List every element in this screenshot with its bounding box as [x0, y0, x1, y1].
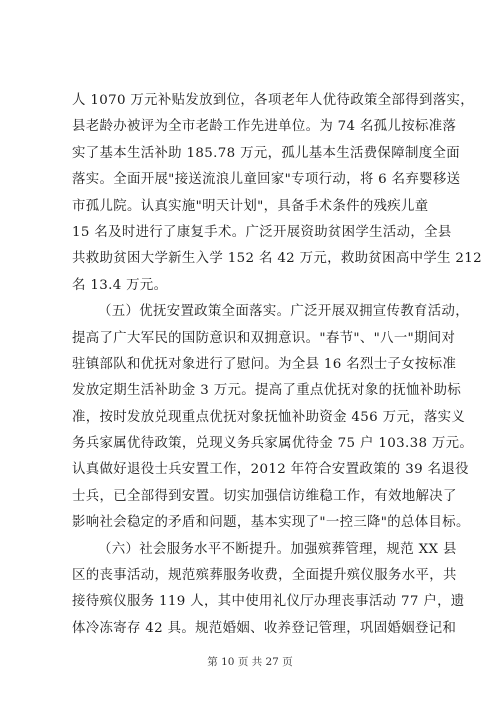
text-line: 区的丧事活动，规范殡葬服务收费，全面提升殡仪服务水平，共 — [72, 568, 457, 584]
text-line: （五）优抚安置政策全面落实。广泛开展双拥宣传教育活动， — [98, 304, 469, 320]
text-line: 实了基本生活补助 185.78 万元，孤儿基本生活费保障制度全面 — [72, 145, 460, 161]
text-line: 体冷冻寄存 42 具。规范婚姻、收养登记管理，巩固婚姻登记和 — [72, 620, 457, 636]
text-line: 影响社会稳定的矛盾和问题，基本实现了"一控三降"的总体目标。 — [72, 515, 470, 531]
text-line: 市孤儿院。认真实施"明天计划"，具备手术条件的残疾儿童 — [72, 198, 429, 214]
text-line: 人 1070 万元补贴发放到位，各项老年人优待政策全部得到落实， — [72, 93, 474, 108]
text-line: （六）社会服务水平不断提升。加强殡葬管理，规范 XX 县 — [98, 541, 457, 557]
text-line: 落实。全面开展"接送流浪儿童回家"专项行动，将 6 名弃婴移送 — [72, 172, 461, 188]
body-text — [72, 88, 483, 642]
text-line: 接待殡仪服务 119 人，其中使用礼仪厅办理丧事活动 77 户，遗 — [72, 594, 465, 610]
text-line: 驻镇部队和优抚对象进行了慰问。为全县 16 名烈士子女按标准 — [72, 356, 457, 372]
text-line: 认真做好退役士兵安置工作，2012 年符合安置政策的 39 名退役 — [72, 462, 469, 478]
page-number-label: 第 10 页 共 27 页 — [207, 656, 293, 668]
page-footer — [0, 654, 500, 669]
text-line: 准，按时发放兑现重点优抚对象抚恤补助资金 456 万元，落实义 — [72, 409, 466, 425]
text-line: 15 名及时进行了康复手术。广泛开展资助贫困学生活动，全县 — [72, 224, 452, 240]
text-line: 名 13.4 万元。 — [72, 277, 168, 293]
text-line: 发放定期生活补助金 3 万元。提高了重点优抚对象的抚恤补助标 — [72, 383, 462, 399]
text-line: 士兵，已全部得到安置。切实加强信访维稳工作，有效地解决了 — [72, 488, 457, 504]
text-line: 提高了广大军民的国防意识和双拥意识。"春节"、"八一"期间对 — [72, 330, 456, 346]
text-line: 县老龄办被评为全市老龄工作先进单位。为 74 名孤儿按标准落 — [72, 119, 457, 135]
text-line: 共救助贫困大学新生入学 152 名 42 万元，救助贫困高中学生 212 — [72, 251, 483, 267]
text-line: 务兵家属优待政策，兑现义务兵家属优待金 75 户 103.38 万元。 — [72, 436, 474, 452]
